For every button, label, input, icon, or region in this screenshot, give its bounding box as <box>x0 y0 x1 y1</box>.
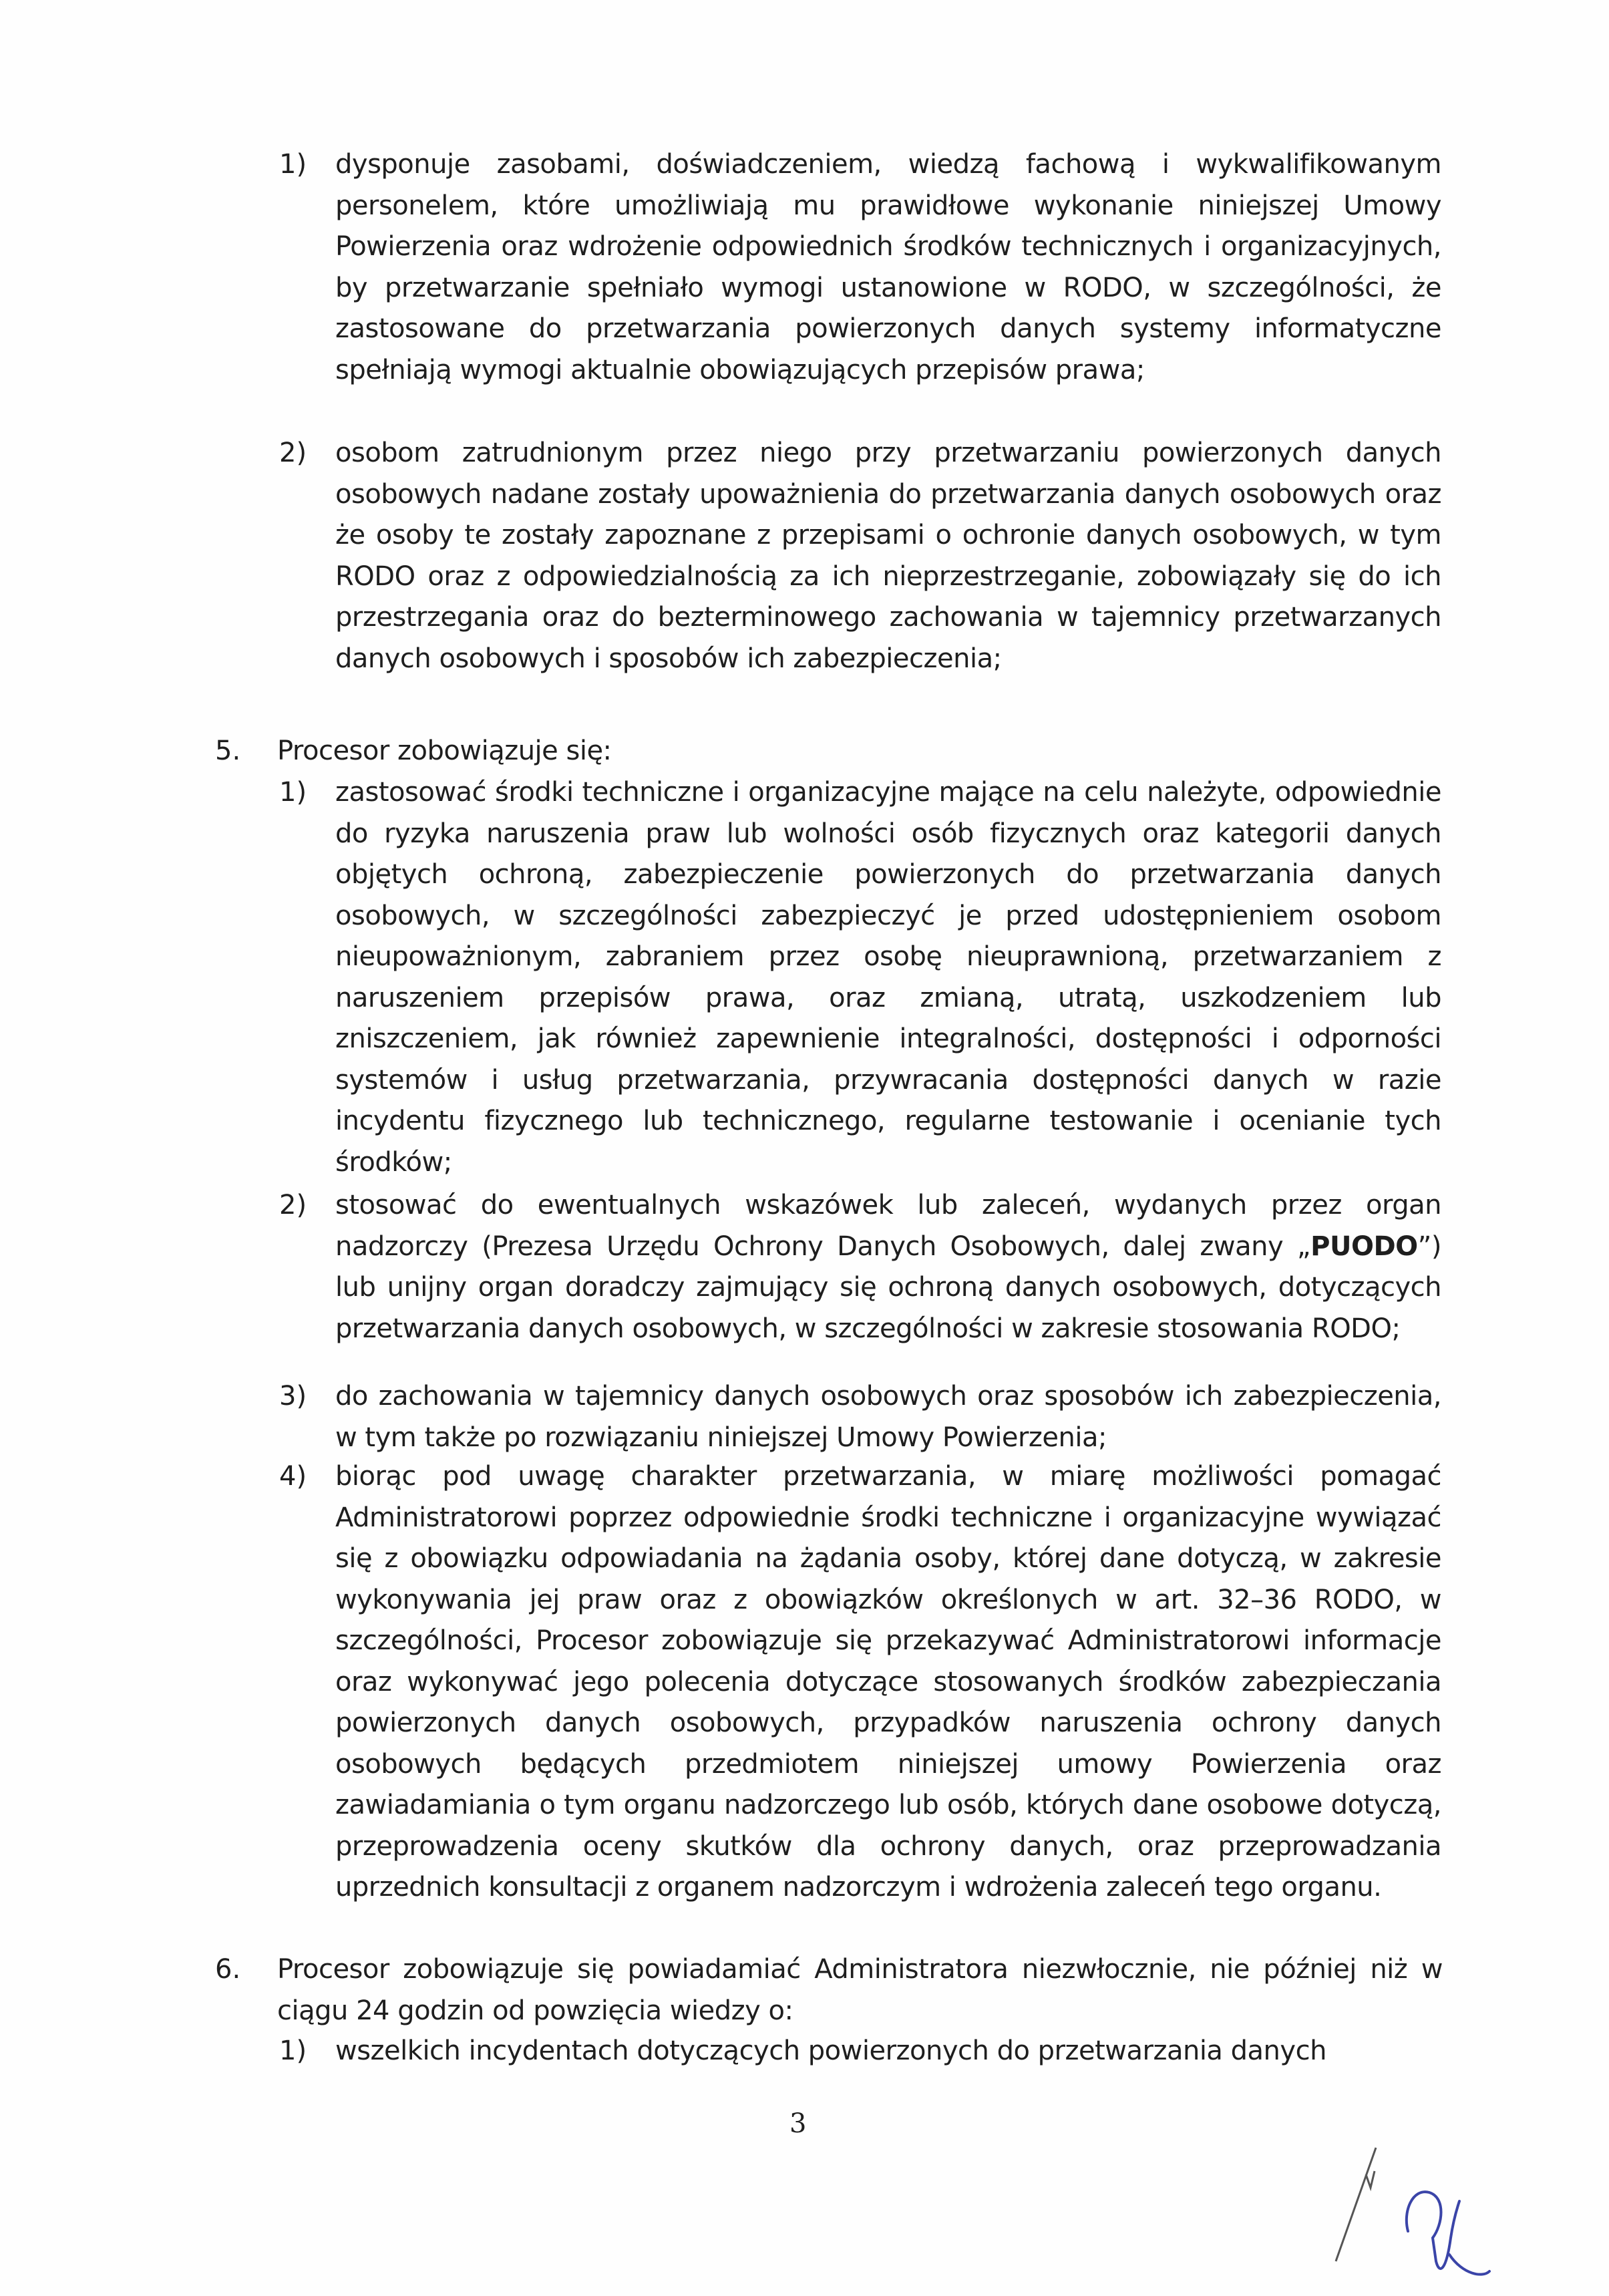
list-number: 1) <box>279 777 307 808</box>
pen-initial-stroke <box>1407 2192 1489 2275</box>
list-number: 1) <box>279 2035 307 2066</box>
list-item-text: wszelkich incydentach dotyczących powierzonych do przetwarzania danych <box>335 2035 1326 2066</box>
list-item-text <box>335 1185 1441 1349</box>
text-part: stosować do ewentualnych wskazówek lub zaleceń, wydanych przez organ nadzorczy (Prezesa Urzędu Ochrony Danych Osobowych, dalej zwany „ <box>335 1190 1441 1262</box>
list-item-text: biorąc pod uwagę charakter przetwarzania, w miarę możliwości pomagać Administratorowi poprzez odpowiednie środki techniczne i organizacyjne wywiązać się z obowiązku odpowiadania na żądania osoby, której dane dotyczą, w zakresie wykonywania jej praw oraz z obowiązków określonych w art. 32–36 RODO, w szczególności, Procesor zobowiązuje się przekazywać Administratorowi informacje oraz wykonywać jego polecenia dotyczące stosowanych środków zabezpieczania powierzonych danych osobowych, przypadków naruszenia ochrony danych osobowych będących przedmiotem niniejszej umowy Powierzenia oraz zawiadamiania o tym organu nadzorczego lub osób, których dane osobowe dotyczą, przeprowadzenia oceny skutków dla ochrony danych, oraz przeprowadzania uprzednich konsultacji z organem nadzorczym i wdrożenia zaleceń tego organu. <box>335 1461 1441 1903</box>
list-item-text: osobom zatrudnionym przez niego przy przetwarzaniu powierzonych danych osobowych nadane zostały upoważnienia do przetwarzania danych osobowych oraz że osoby te zostały zapoznane z przepisami o ochronie danych osobowych, w tym RODO oraz z odpowiedzialnością za ich nieprzestrzeganie, zobowiązały się do ich przestrzegania oraz do bezterminowego zachowania w tajemnicy przetwarzanych danych osobowych i sposobów ich zabezpieczenia; <box>335 438 1441 674</box>
handwritten-initials <box>1329 2138 1556 2285</box>
section-number: 5. <box>215 735 241 766</box>
section-heading: Procesor zobowiązuje się powiadamiać Administratora niezwłocznie, nie później niż w ciągu 24 godzin od powzięcia wiedzy o: <box>277 1954 1443 2026</box>
list-item-text: dysponuje zasobami, doświadczeniem, wiedzą fachową i wykwalifikowanym personelem, które umożliwiają mu prawidłowe wykonanie niniejszej Umowy Powierzenia oraz wdrożenie odpowiednich środków technicznych i organizacyjnych, by przetwarzanie spełniało wymogi ustanowione w RODO, w szczególności, że zastosowane do przetwarzania powierzonych danych systemy informatyczne spełniają wymogi aktualnie obowiązujących przepisów prawa; <box>335 149 1441 385</box>
list-number: 4) <box>279 1461 307 1492</box>
pencil-initial-stroke <box>1336 2148 1376 2261</box>
section-number: 6. <box>215 1954 241 1985</box>
list-item-text: do zachowania w tajemnicy danych osobowych oraz sposobów ich zabezpieczenia, w tym także po rozwiązaniu niniejszej Umowy Powierzenia; <box>335 1381 1441 1453</box>
list-number: 2) <box>279 438 307 468</box>
bold-abbreviation: PUODO <box>1310 1231 1418 1262</box>
section-heading: Procesor zobowiązuje się: <box>277 735 612 766</box>
text-part: ”) lub unijny organ doradczy zajmujący się ochroną danych osobowych, dotyczących przetwarzania danych osobowych, w szczególności w zakresie stosowania RODO; <box>335 1231 1441 1344</box>
list-item-text: zastosować środki techniczne i organizacyjne mające na celu należyte, odpowiednie do ryzyka naruszenia praw lub wolności osób fizycznych oraz kategorii danych objętych ochroną, zabezpieczenie powierzonych do przetwarzania danych osobowych, w szczególności zabezpieczyć je przed udostępnieniem osobom nieupoważnionym, zabraniem przez osobę nieuprawnioną, przetwarzaniem z naruszeniem przepisów prawa, oraz zmianą, utratą, uszkodzeniem lub zniszczeniem, jak również zapewnienie integralności, dostępności i odporności systemów i usług przetwarzania, przywracania dostępności danych w razie incydentu fizycznego lub technicznego, regularne testowanie i ocenianie tych środków; <box>335 777 1441 1178</box>
list-number: 1) <box>279 149 307 180</box>
list-number: 2) <box>279 1190 307 1220</box>
page-number: 3 <box>789 2108 807 2139</box>
list-number: 3) <box>279 1381 307 1412</box>
